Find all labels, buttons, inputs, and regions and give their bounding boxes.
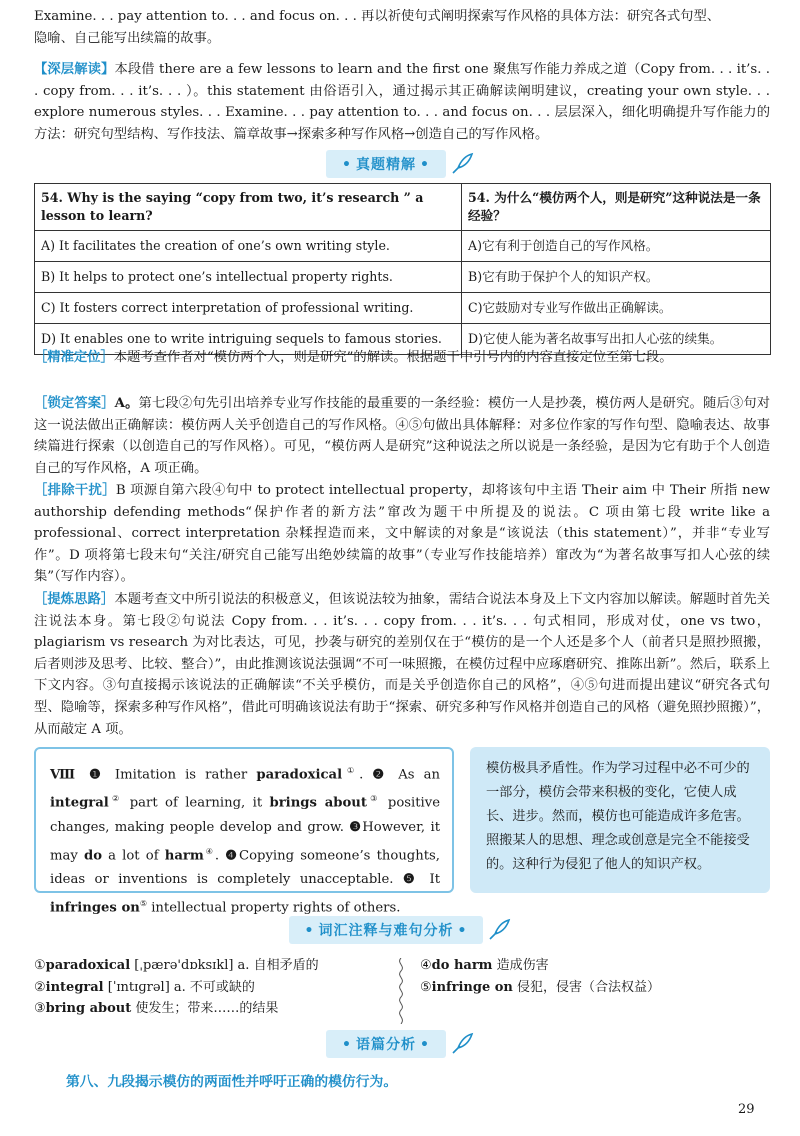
passage-box [34, 747, 454, 916]
vocab-definition: [ˈɪntɪɡrəl] a. 不可或缺的 [103, 979, 255, 995]
vocab-item [34, 977, 319, 999]
note-marker: ⑤ [139, 899, 147, 909]
option-a-en: A) It facilitates the creation of one’s own writing style. [35, 231, 462, 262]
vocab-num: ⑤ [420, 979, 432, 995]
translation-text: 模仿极具矛盾性。作为学习过程中必不可少的一部分，模仿会带来积极的变化，它使人成长、进步。然而，模仿也可能造成许多危害。照搬某人的思想、理念或创意是完全不能接受的。这种行为侵犯了他人的知识产权。 [486, 761, 750, 872]
vocab-word: infringes on [50, 900, 140, 916]
banner-discourse-analysis: • 语篇分析 • [0, 1030, 800, 1058]
passage-text: positive changes, making people develop and grow. [50, 795, 441, 835]
vocab-word: infringe on [431, 979, 513, 995]
vocab-divider [394, 958, 408, 1024]
quill-icon [487, 918, 511, 942]
sentence-marker: ❷ [372, 767, 390, 783]
vocab-item [420, 977, 660, 999]
locate-text: 本题考查作者对“模仿两个人，则是研究”的解读。根据题干中引号内的内容直接定位至第七段。 [113, 350, 673, 365]
banner-exam-analysis-label: 真题精解 [356, 157, 416, 173]
hint-paragraph [34, 589, 770, 740]
quill-icon [450, 152, 474, 176]
vocab-item [34, 998, 319, 1020]
answer-letter: A。 [114, 396, 139, 411]
note-marker: ② [108, 794, 123, 804]
translation-box [470, 747, 770, 893]
hint-tag: ［提炼思路］ [34, 592, 115, 607]
eliminate-text: B 项源自第六段④句中 to protect intellectual property，却将该句中主语 Their aim 中 Their 所指 new authorship defending methods“保护作者的新方法”窜改为题干中所提及的说法。C 项由第七段 write like a professional、correct interpretation 杂糅捏造而来，文中解读的对象是“该说法（this statement）”，并非“专业写作”。D 项将第七段末句“关注/研究自己能写出绝妙续篇的故事”（专业写作技能培养）窜改为“为著名故事写扣人心弦的续集”（写作内容）。 [34, 483, 770, 585]
vocab-item [420, 955, 660, 977]
banner-discourse-analysis-label: 语篇分析 [356, 1037, 416, 1053]
sentence-marker: ❹ [225, 848, 239, 864]
top-paragraph [34, 6, 770, 49]
top-line-2: 隐喻、自己能写出续篇的故事。 [34, 30, 221, 46]
vocab-num: ① [34, 958, 46, 973]
option-b-zh: B)它有助于保护个人的知识产权。 [462, 262, 771, 293]
vocab-word: integral [50, 795, 109, 811]
paragraph-number: Ⅷ [50, 767, 80, 783]
passage-text: Imitation is rather [105, 767, 257, 783]
vocab-word: brings about [269, 795, 367, 811]
passage-text: part of learning, it [122, 795, 270, 811]
banner-vocab-notes: • 词汇注释与难句分析 • [0, 916, 800, 944]
vocab-item [34, 955, 319, 977]
passage-text: As an [389, 767, 441, 783]
passage-text: Copying someone’s thoughts, ideas or inventions is completely unacceptable. [50, 848, 441, 888]
deep-reading-text: 本段借 there are a few lessons to learn and the first one 聚焦写作能力养成之道（Copy from. . . it’s. . . copy from. . . it’s. . . ）。this statement 由俗语引入，通过揭示其正确解读阐明建议，creating your own style. . . explore numerous styles. . . Examine. . . pay attention to. . . and focus on. . . 层层深入，细化明确提升写作能力的方法：研究句型结构、写作技法、篇章故事→探索多种写作风格→创造自己的写作风格。 [34, 62, 771, 142]
vocab-definition: 侵犯，侵害（合法权益） [512, 979, 661, 995]
question-stem-row [35, 184, 771, 231]
vocab-definition: [ˌpærə'dɒksɪkl] a. 自相矛盾的 [130, 958, 319, 973]
answer-paragraph [34, 393, 770, 479]
vocab-definition: 使发生；带来……的结果 [131, 1001, 279, 1016]
vocab-word: bring about [45, 1001, 132, 1016]
page-number: 29 [738, 1102, 755, 1117]
vocab-word: paradoxical [45, 958, 131, 973]
answer-text: 第七段②句先引出培养专业写作技能的最重要的一条经验：模仿一人是抄袭，模仿两人是研究。随后③句对这一说法做出正确解读：模仿两人关乎创造自己的写作风格。④⑤句做出具体解释：对多位作家的写作句型、隐喻表达、故事续篇进行探索（以创造自己的写作风格）。可见，“模仿两人是研究”这种说法之所以说是一条经验，是因为它有助于个人创造自己的写作风格，A 项正确。 [34, 396, 771, 476]
note-marker: ① [342, 766, 360, 775]
vocab-word: do [83, 848, 102, 864]
option-b-en: B) It helps to protect one’s intellectual property rights. [35, 262, 462, 293]
option-d-en: D) It enables one to write intriguing sequels to famous stories. [35, 324, 462, 355]
locate-tag: ［精准定位］ [34, 350, 114, 365]
top-line-1: Examine. . . pay attention to. . . and focus on. . . 再以祈使句式阐明探索写作风格的具体方法：研究各式句型、 [34, 9, 721, 24]
passage-text: a lot of [102, 848, 165, 864]
deep-reading-paragraph [34, 59, 770, 145]
vocab-list-right [420, 955, 660, 998]
vocab-word: paradoxical [256, 767, 343, 783]
sentence-marker: ❶ [89, 767, 106, 783]
discourse-analysis-text: 第八、九段揭示模仿的两面性并呼吁正确的模仿行为。 [66, 1074, 398, 1090]
option-row [35, 262, 771, 293]
vocab-definition: 造成伤害 [492, 958, 549, 973]
passage-text: However, it may [50, 819, 440, 864]
eliminate-tag: ［排除干扰］ [34, 483, 116, 498]
hint-text: 本题考查文中所引说法的积极意义，但该说法较为抽象，需结合说法本身及上下文内容加以解读。解题时首先关注说法本身。第七段②句说法 Copy from. . . it’s. . . copy from. . . it’s. . . 句式相同，形成对仗，one vs two，plagiarism vs research 为对比表达，可见，抄袭与研究的差别仅在于“模仿的是一个人还是多个人（前者只是照抄照搬，后者则涉及思考、比较、整合）”，由此推测该说法强调“不可一味照搬，在模仿过程中应琢磨研究、推陈出新”。然后，联系上下文内容。③句直接揭示该说法的正确解读“不关乎模仿，而是关乎创造你自己的风格”，④⑤句进而提出建议“研究各式句型、隐喻等，探索多种写作风格”，借此可明确该说法有助于“探索、研究多种写作风格并创造自己的风格（避免照抄照搬）”，从而敲定 A 项。 [34, 592, 771, 737]
banner-exam-analysis: • 真题精解 • [0, 150, 800, 178]
vocab-list-left [34, 955, 319, 1020]
sentence-marker: ❺ [402, 872, 421, 888]
option-c-zh: C)它鼓励对专业写作做出正确解读。 [462, 293, 771, 324]
note-marker: ③ [366, 794, 381, 804]
passage-text: intellectual property rights of others. [147, 900, 401, 916]
sentence-marker: ❸ [349, 819, 363, 835]
vocab-num: ④ [420, 958, 432, 973]
answer-tag: ［锁定答案］ [34, 396, 115, 411]
passage-text: . [359, 767, 373, 783]
banner-vocab-notes-label: 词汇注释与难句分析 [318, 923, 454, 939]
passage-text: . [214, 848, 226, 864]
deep-reading-tag: 【深层解读】 [34, 62, 115, 77]
question-stem-zh: 54. 为什么“模仿两个人，则是研究”这种说法是一条经验？ [462, 184, 771, 231]
option-c-en: C) It fosters correct interpretation of professional writing. [35, 293, 462, 324]
vocab-num: ② [34, 979, 46, 995]
passage-text: It [420, 872, 441, 888]
quill-icon [450, 1032, 474, 1056]
vocab-word: harm [164, 848, 204, 864]
option-row [35, 293, 771, 324]
question-stem-en: 54. Why is the saying “copy from two, it’s research ” a lesson to learn? [35, 184, 462, 231]
question-table [34, 183, 771, 355]
eliminate-paragraph [34, 480, 770, 588]
vocab-word: do harm [431, 958, 493, 973]
locate-paragraph [34, 347, 770, 369]
note-marker: ④ [203, 846, 215, 856]
option-a-zh: A)它有利于创造自己的写作风格。 [462, 231, 771, 262]
vocab-num: ③ [34, 1001, 46, 1016]
option-d-zh: D)它使人能为著名故事写出扣人心弦的续集。 [462, 324, 771, 355]
vocab-word: integral [45, 979, 104, 995]
option-row [35, 231, 771, 262]
